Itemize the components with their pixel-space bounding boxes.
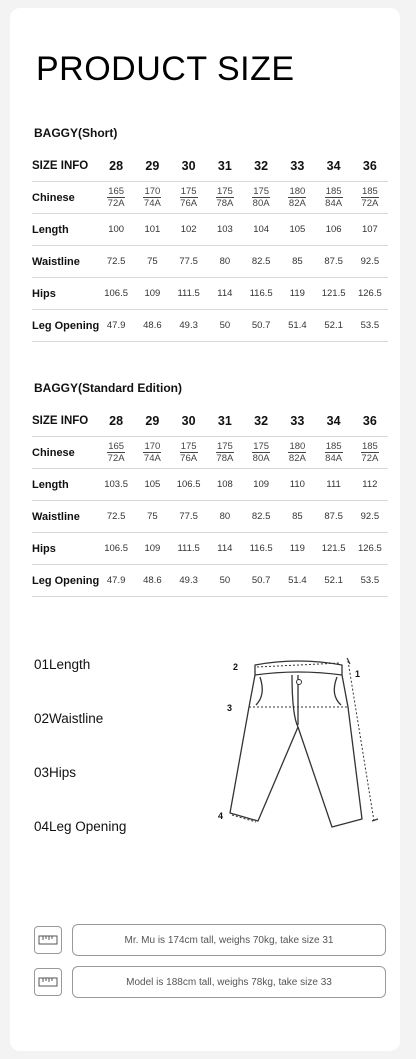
waist-code: 74A <box>143 453 161 464</box>
chinese-size-cell <box>171 437 207 469</box>
waist-code: 72A <box>107 453 125 464</box>
chinese-label: Chinese <box>32 437 98 469</box>
waist-code: 78A <box>216 453 234 464</box>
table-cell: 104 <box>243 214 279 246</box>
hips-label: Hips <box>32 278 98 310</box>
table-row <box>32 437 388 469</box>
table-header-row <box>32 150 388 182</box>
table-cell: 106.5 <box>171 469 207 501</box>
height-value: 165 <box>108 441 125 452</box>
height-value: 175 <box>253 186 270 197</box>
fraction <box>325 441 343 464</box>
table-cell: 126.5 <box>352 278 388 310</box>
table-cell: 126.5 <box>352 533 388 565</box>
waistline-label: Waistline <box>32 246 98 278</box>
legend-waistline: 02Waistline <box>34 711 104 726</box>
table-cell: 50.7 <box>243 310 279 342</box>
table-cell: 85 <box>279 246 315 278</box>
fraction <box>143 441 161 464</box>
size-info-label: SIZE INFO <box>32 405 98 437</box>
table-cell: 121.5 <box>316 533 352 565</box>
table-cell: 47.9 <box>98 310 134 342</box>
fraction <box>180 441 198 464</box>
fraction <box>216 441 234 464</box>
table-cell: 114 <box>207 533 243 565</box>
fraction <box>252 441 270 464</box>
chinese-size-cell <box>316 182 352 214</box>
table-cell: 77.5 <box>171 246 207 278</box>
size-table-short <box>32 150 388 342</box>
size-header: 34 <box>316 405 352 437</box>
model-note-1 <box>34 924 386 956</box>
table-row <box>32 310 388 342</box>
height-value: 180 <box>289 441 306 452</box>
size-info-label: SIZE INFO <box>32 150 98 182</box>
height-value: 180 <box>289 186 306 197</box>
table-cell: 106.5 <box>98 533 134 565</box>
size-header: 32 <box>243 405 279 437</box>
diagram-mark-1: 1 <box>355 669 361 679</box>
table-cell: 116.5 <box>243 278 279 310</box>
table-cell: 72.5 <box>98 246 134 278</box>
table-cell: 107 <box>352 214 388 246</box>
table-cell: 114 <box>207 278 243 310</box>
size-table-standard <box>32 405 388 597</box>
height-value: 185 <box>361 441 378 452</box>
table-cell: 108 <box>207 469 243 501</box>
table-cell: 111.5 <box>171 278 207 310</box>
fraction <box>107 186 125 209</box>
waist-code: 80A <box>252 453 270 464</box>
table-cell: 103.5 <box>98 469 134 501</box>
waist-code: 76A <box>180 453 198 464</box>
chinese-size-cell <box>352 182 388 214</box>
table-cell: 48.6 <box>134 310 170 342</box>
leg-opening-label: Leg Opening <box>32 310 98 342</box>
diagram-mark-4: 4 <box>218 811 224 821</box>
length-label: Length <box>32 469 98 501</box>
size-header: 28 <box>98 405 134 437</box>
table-cell: 51.4 <box>279 565 315 597</box>
chinese-size-cell <box>98 182 134 214</box>
fraction <box>288 441 306 464</box>
size-header: 31 <box>207 405 243 437</box>
size-header: 29 <box>134 405 170 437</box>
legend-leg-opening: 04Leg Opening <box>34 819 127 834</box>
table-cell: 80 <box>207 501 243 533</box>
table-row <box>32 278 388 310</box>
waist-code: 72A <box>107 198 125 209</box>
table-row <box>32 501 388 533</box>
table-header-row <box>32 405 388 437</box>
height-value: 170 <box>144 441 161 452</box>
size-header: 36 <box>352 150 388 182</box>
table-cell: 119 <box>279 533 315 565</box>
table-cell: 50 <box>207 565 243 597</box>
chinese-size-cell <box>134 182 170 214</box>
table-cell: 50.7 <box>243 565 279 597</box>
height-value: 185 <box>325 441 342 452</box>
table-title-short: BAGGY(Short) <box>34 126 118 140</box>
table-cell: 48.6 <box>134 565 170 597</box>
table-cell: 72.5 <box>98 501 134 533</box>
size-header: 33 <box>279 150 315 182</box>
model-note-text: Model is 188cm tall, weighs 78kg, take size 33 <box>72 966 386 998</box>
table-cell: 100 <box>98 214 134 246</box>
table-cell: 106.5 <box>98 278 134 310</box>
size-header: 30 <box>171 405 207 437</box>
table-cell: 52.1 <box>316 310 352 342</box>
waist-code: 84A <box>325 453 343 464</box>
waist-code: 82A <box>288 198 306 209</box>
legend-length: 01Length <box>34 657 91 672</box>
table-cell: 119 <box>279 278 315 310</box>
leg-opening-label: Leg Opening <box>32 565 98 597</box>
height-value: 185 <box>325 186 342 197</box>
table-cell: 105 <box>279 214 315 246</box>
pants-diagram <box>218 655 387 835</box>
table-cell: 53.5 <box>352 310 388 342</box>
size-header: 28 <box>98 150 134 182</box>
chinese-size-cell <box>243 437 279 469</box>
table-cell: 51.4 <box>279 310 315 342</box>
table-cell: 52.1 <box>316 565 352 597</box>
table-cell: 77.5 <box>171 501 207 533</box>
chinese-label: Chinese <box>32 182 98 214</box>
ruler-icon <box>34 968 62 996</box>
table-cell: 110 <box>279 469 315 501</box>
size-header: 33 <box>279 405 315 437</box>
chinese-size-cell <box>207 437 243 469</box>
table-row <box>32 214 388 246</box>
table-row <box>32 246 388 278</box>
chinese-size-cell <box>171 182 207 214</box>
fraction <box>180 186 198 209</box>
table-cell: 109 <box>243 469 279 501</box>
ruler-icon <box>34 926 62 954</box>
table-cell: 112 <box>352 469 388 501</box>
table-cell: 49.3 <box>171 310 207 342</box>
table-cell: 116.5 <box>243 533 279 565</box>
chinese-size-cell <box>98 437 134 469</box>
fraction <box>361 441 379 464</box>
size-header: 29 <box>134 150 170 182</box>
height-value: 175 <box>216 186 233 197</box>
size-header: 34 <box>316 150 352 182</box>
table-cell: 92.5 <box>352 501 388 533</box>
length-label: Length <box>32 214 98 246</box>
table-cell: 85 <box>279 501 315 533</box>
fraction <box>325 186 343 209</box>
height-value: 175 <box>253 441 270 452</box>
waist-code: 76A <box>180 198 198 209</box>
waist-code: 82A <box>288 453 306 464</box>
height-value: 165 <box>108 186 125 197</box>
table-cell: 47.9 <box>98 565 134 597</box>
table-cell: 80 <box>207 246 243 278</box>
table-cell: 111 <box>316 469 352 501</box>
chinese-size-cell <box>352 437 388 469</box>
table-cell: 82.5 <box>243 246 279 278</box>
size-header: 31 <box>207 150 243 182</box>
height-value: 175 <box>180 186 197 197</box>
hips-label: Hips <box>32 533 98 565</box>
table-cell: 87.5 <box>316 246 352 278</box>
table-cell: 87.5 <box>316 501 352 533</box>
table-cell: 109 <box>134 278 170 310</box>
size-header: 30 <box>171 150 207 182</box>
waist-code: 72A <box>361 453 379 464</box>
waist-code: 84A <box>325 198 343 209</box>
page-title: PRODUCT SIZE <box>36 50 295 88</box>
height-value: 185 <box>361 186 378 197</box>
table-cell: 101 <box>134 214 170 246</box>
model-note-text: Mr. Mu is 174cm tall, weighs 70kg, take size 31 <box>72 924 386 956</box>
table-cell: 121.5 <box>316 278 352 310</box>
chinese-size-cell <box>316 437 352 469</box>
fraction <box>361 186 379 209</box>
height-value: 170 <box>144 186 161 197</box>
fraction <box>107 441 125 464</box>
table-cell: 82.5 <box>243 501 279 533</box>
waist-code: 80A <box>252 198 270 209</box>
table-cell: 50 <box>207 310 243 342</box>
table-cell: 92.5 <box>352 246 388 278</box>
waistline-label: Waistline <box>32 501 98 533</box>
table-cell: 106 <box>316 214 352 246</box>
table-cell: 102 <box>171 214 207 246</box>
fraction <box>288 186 306 209</box>
table-cell: 75 <box>134 246 170 278</box>
chinese-size-cell <box>134 437 170 469</box>
table-row <box>32 469 388 501</box>
fraction <box>143 186 161 209</box>
chinese-size-cell <box>279 182 315 214</box>
waist-code: 78A <box>216 198 234 209</box>
waist-code: 74A <box>143 198 161 209</box>
height-value: 175 <box>180 441 197 452</box>
table-cell: 75 <box>134 501 170 533</box>
model-note-2 <box>34 966 386 998</box>
fraction <box>252 186 270 209</box>
legend-hips: 03Hips <box>34 765 77 780</box>
size-header: 32 <box>243 150 279 182</box>
table-row <box>32 182 388 214</box>
diagram-mark-2: 2 <box>233 662 239 672</box>
table-title-standard: BAGGY(Standard Edition) <box>34 381 182 395</box>
table-cell: 109 <box>134 533 170 565</box>
chinese-size-cell <box>207 182 243 214</box>
chinese-size-cell <box>279 437 315 469</box>
waist-code: 72A <box>361 198 379 209</box>
chinese-size-cell <box>243 182 279 214</box>
table-row <box>32 565 388 597</box>
table-cell: 53.5 <box>352 565 388 597</box>
table-cell: 49.3 <box>171 565 207 597</box>
size-header: 36 <box>352 405 388 437</box>
table-cell: 103 <box>207 214 243 246</box>
table-cell: 105 <box>134 469 170 501</box>
table-row <box>32 533 388 565</box>
diagram-mark-3: 3 <box>227 703 233 713</box>
fraction <box>216 186 234 209</box>
height-value: 175 <box>216 441 233 452</box>
table-cell: 111.5 <box>171 533 207 565</box>
